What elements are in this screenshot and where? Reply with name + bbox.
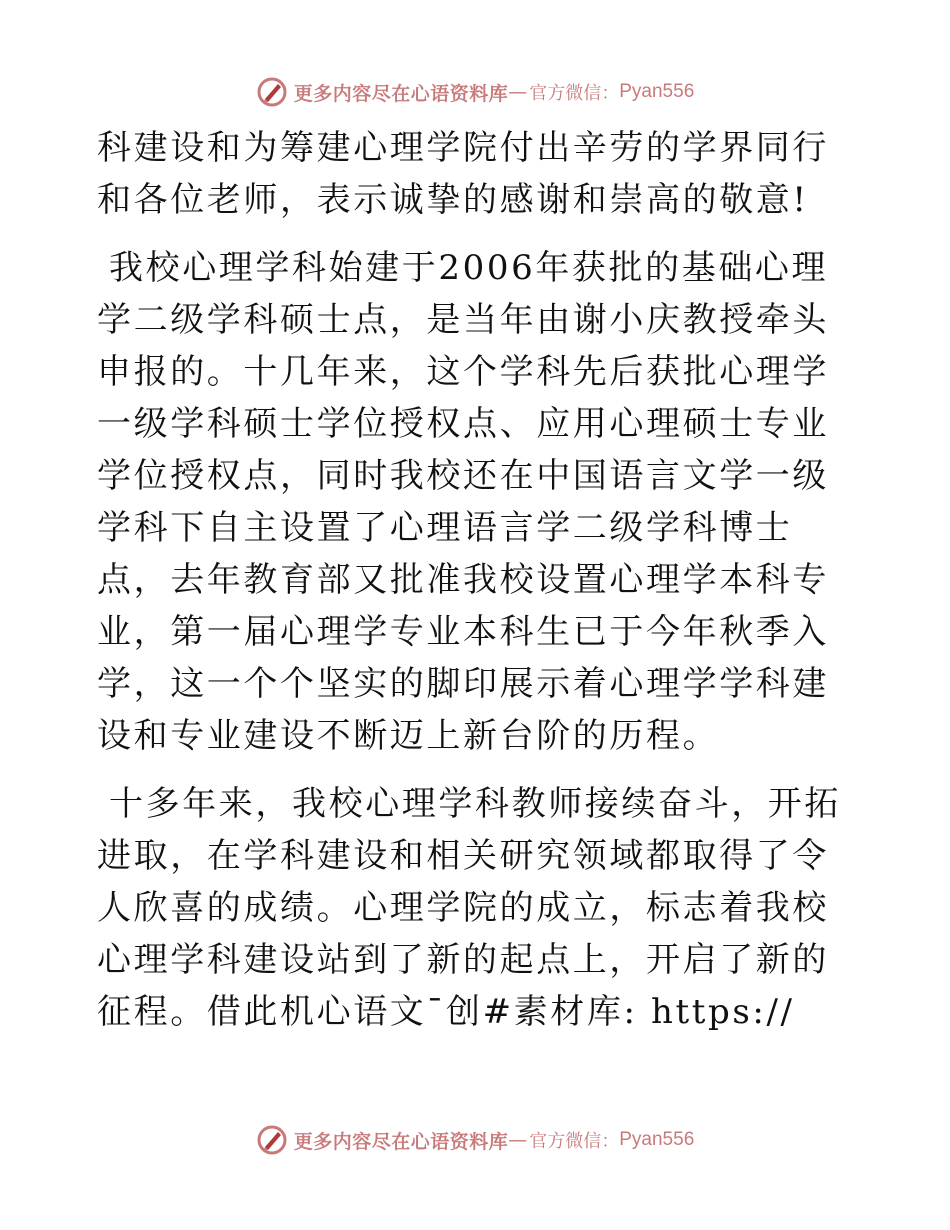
banner-label: 官方微信： <box>529 1131 620 1152</box>
banner-title: 更多内容尽在心语资料库 <box>293 82 509 105</box>
banner-account: Pyan556 <box>619 81 695 102</box>
banner-separator: — <box>508 1129 528 1151</box>
banner-account: Pyan556 <box>619 1129 695 1150</box>
footer-banner <box>0 1120 950 1160</box>
pen-logo-icon <box>256 1124 288 1156</box>
banner-title: 更多内容尽在心语资料库 <box>293 1130 509 1153</box>
paragraph-2: 我校心理学科始建于2006年获批的基础心理学二级学科硕士点，是当年由谢小庆教授牵头申报的。十几年来，这个学科先后获批心理学一级学科硕士学位授权点、应用心理硕士专业学位授权点，同时我校还在中国语言文学一级学科下自主设置了心理语言学二级学科博士点，去年教育部又批准我校设置心理学本科专业，第一届心理学专业本科生已于今年秋季入学，这一个个坚实的脚印展示着心理学学科建设和专业建设不断迈上新台阶的历程。 <box>97 248 829 756</box>
banner-label: 官方微信： <box>529 83 620 104</box>
header-banner <box>0 72 950 112</box>
pen-logo-icon <box>256 76 288 108</box>
document-body <box>97 122 857 1054</box>
paragraph-1: 科建设和为筹建心理学院付出辛劳的学界同行和各位老师，表示诚挚的感谢和崇高的敬意! <box>97 128 829 220</box>
paragraph-3: 十多年来，我校心理学科教师接续奋斗，开拓进取，在学科建设和相关研究领域都取得了令人欣喜的成绩。心理学院的成立，标志着我校心理学科建设站到了新的起点上，开启了新的征程。借此机心语文¯创#素材库: https:// <box>97 784 841 1032</box>
banner-separator: — <box>508 81 528 103</box>
